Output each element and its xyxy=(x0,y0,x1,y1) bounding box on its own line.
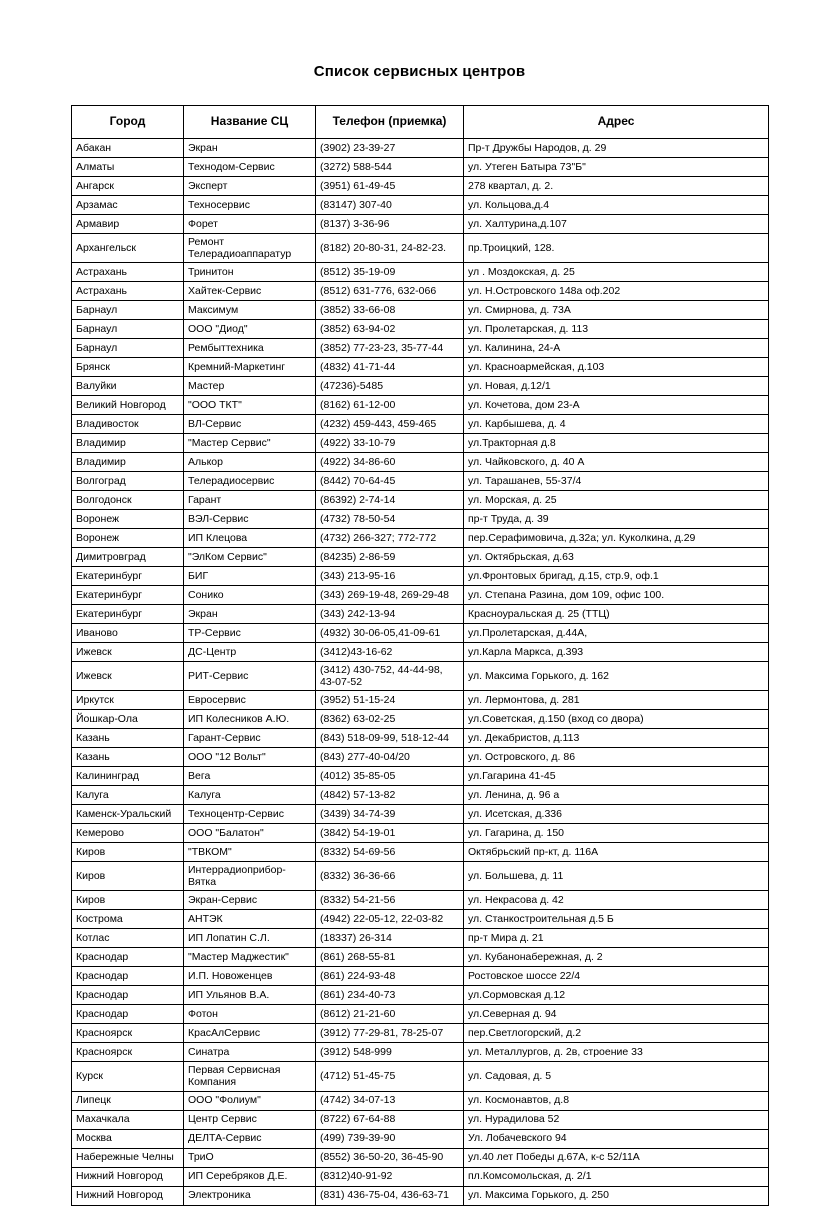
table-row xyxy=(72,662,769,691)
cell-city: Иркутск xyxy=(72,691,184,710)
cell-name: Гарант-Сервис xyxy=(184,729,316,748)
table-header xyxy=(72,106,769,139)
cell-name: ТР-Сервис xyxy=(184,624,316,643)
cell-phone: (4732) 78-50-54 xyxy=(316,510,464,529)
table-row xyxy=(72,358,769,377)
cell-phone: (343) 213-95-16 xyxy=(316,567,464,586)
cell-address: ул. Декабристов, д.113 xyxy=(464,729,769,748)
table-row xyxy=(72,767,769,786)
cell-name: Телерадиосервис xyxy=(184,472,316,491)
cell-city: Арзамас xyxy=(72,196,184,215)
table-row xyxy=(72,1062,769,1091)
cell-city: Астрахань xyxy=(72,263,184,282)
cell-address: ул. Н.Островского 148а оф.202 xyxy=(464,282,769,301)
cell-address: ул. Карбышева, д. 4 xyxy=(464,415,769,434)
column-header-phone: Телефон (приемка) xyxy=(316,106,464,139)
cell-phone: (8552) 36-50-20, 36-45-90 xyxy=(316,1148,464,1167)
cell-name: Экран xyxy=(184,605,316,624)
cell-address: ул. Кольцова,д.4 xyxy=(464,196,769,215)
cell-phone: (18337) 26-314 xyxy=(316,929,464,948)
table-row xyxy=(72,824,769,843)
cell-address: ул. Большева, д. 11 xyxy=(464,862,769,891)
table-row xyxy=(72,929,769,948)
cell-phone: (8332) 54-69-56 xyxy=(316,843,464,862)
cell-phone: (4922) 34-86-60 xyxy=(316,453,464,472)
table-row xyxy=(72,453,769,472)
cell-address: ул.Пролетарская, д.44А, xyxy=(464,624,769,643)
table-row xyxy=(72,1091,769,1110)
cell-address: Октябрьский пр-кт, д. 116А xyxy=(464,843,769,862)
cell-city: Киров xyxy=(72,862,184,891)
cell-phone: (3852) 77-23-23, 35-77-44 xyxy=(316,339,464,358)
cell-address: ул.Тракторная д.8 xyxy=(464,434,769,453)
table-row xyxy=(72,605,769,624)
table-row xyxy=(72,786,769,805)
cell-phone: (8162) 61-12-00 xyxy=(316,396,464,415)
cell-city: Краснодар xyxy=(72,986,184,1005)
cell-city: Нижний Новгород xyxy=(72,1186,184,1205)
cell-city: Йошкар-Ола xyxy=(72,710,184,729)
cell-address: ул.Карла Маркса, д.393 xyxy=(464,643,769,662)
cell-name: Синатра xyxy=(184,1043,316,1062)
cell-phone: (3912) 77-29-81, 78-25-07 xyxy=(316,1024,464,1043)
table-row xyxy=(72,1148,769,1167)
table-row xyxy=(72,567,769,586)
cell-name: Гарант xyxy=(184,491,316,510)
cell-address: пр.Троицкий, 128. xyxy=(464,234,769,263)
cell-city: Казань xyxy=(72,748,184,767)
cell-phone: (8137) 3-36-96 xyxy=(316,215,464,234)
cell-phone: (843) 277-40-04/20 xyxy=(316,748,464,767)
cell-city: Екатеринбург xyxy=(72,567,184,586)
cell-city: Ижевск xyxy=(72,662,184,691)
cell-address: ул. Тарашанев, 55-37/4 xyxy=(464,472,769,491)
cell-phone: (8312)40-91-92 xyxy=(316,1167,464,1186)
cell-city: Ижевск xyxy=(72,643,184,662)
cell-address: 278 квартал, д. 2. xyxy=(464,177,769,196)
cell-phone: (343) 242-13-94 xyxy=(316,605,464,624)
cell-city: Киров xyxy=(72,891,184,910)
cell-phone: (8442) 70-64-45 xyxy=(316,472,464,491)
cell-address: ул. Металлургов, д. 2в, строение 33 xyxy=(464,1043,769,1062)
cell-name: "ТВКОМ" xyxy=(184,843,316,862)
cell-name: Сонико xyxy=(184,586,316,605)
cell-name: Мастер xyxy=(184,377,316,396)
cell-address: ул. Утеген Батыра 73"Б" xyxy=(464,158,769,177)
cell-city: Великий Новгород xyxy=(72,396,184,415)
table-row xyxy=(72,1024,769,1043)
cell-name: РИТ-Сервис xyxy=(184,662,316,691)
cell-address: ул. Садовая, д. 5 xyxy=(464,1062,769,1091)
cell-city: Архангельск xyxy=(72,234,184,263)
table-row xyxy=(72,891,769,910)
table-row xyxy=(72,263,769,282)
cell-city: Каменск-Уральский xyxy=(72,805,184,824)
service-centers-table-wrap xyxy=(71,105,768,1206)
cell-phone: (8722) 67-64-88 xyxy=(316,1110,464,1129)
cell-address: ул.40 лет Победы д.67А, к-с 52/11А xyxy=(464,1148,769,1167)
table-row xyxy=(72,215,769,234)
cell-address: ул. Некрасова д. 42 xyxy=(464,891,769,910)
service-centers-table xyxy=(71,105,769,1206)
page-title: Список сервисных центров xyxy=(313,63,526,80)
cell-name: Фотон xyxy=(184,1005,316,1024)
cell-city: Махачкала xyxy=(72,1110,184,1129)
cell-phone: (3852) 63-94-02 xyxy=(316,320,464,339)
cell-address: ул. Станкостроительная д.5 Б xyxy=(464,910,769,929)
cell-name: ООО "Фолиум" xyxy=(184,1091,316,1110)
table-row xyxy=(72,415,769,434)
table-row xyxy=(72,729,769,748)
cell-name: ИП Колесников А.Ю. xyxy=(184,710,316,729)
cell-city: Владивосток xyxy=(72,415,184,434)
cell-name: Центр Сервис xyxy=(184,1110,316,1129)
cell-city: Казань xyxy=(72,729,184,748)
cell-address: ул. Гагарина, д. 150 xyxy=(464,824,769,843)
cell-phone: (3412) 430-752, 44-44-98, 43-07-52 xyxy=(316,662,464,691)
cell-phone: (4832) 41-71-44 xyxy=(316,358,464,377)
cell-city: Нижний Новгород xyxy=(72,1167,184,1186)
cell-phone: (86392) 2-74-14 xyxy=(316,491,464,510)
cell-address: Красноуральская д. 25 (ТТЦ) xyxy=(464,605,769,624)
cell-phone: (8362) 63-02-25 xyxy=(316,710,464,729)
cell-city: Димитровград xyxy=(72,548,184,567)
table-row xyxy=(72,710,769,729)
cell-name: "Мастер Сервис" xyxy=(184,434,316,453)
table-row xyxy=(72,491,769,510)
cell-city: Волгодонск xyxy=(72,491,184,510)
cell-name: Калуга xyxy=(184,786,316,805)
cell-phone: (343) 269-19-48, 269-29-48 xyxy=(316,586,464,605)
cell-address: пр-т Труда, д. 39 xyxy=(464,510,769,529)
cell-name: И.П. Новоженцев xyxy=(184,967,316,986)
cell-address: ул. Исетская, д.336 xyxy=(464,805,769,824)
cell-address: ул. Космонавтов, д.8 xyxy=(464,1091,769,1110)
cell-city: Волгоград xyxy=(72,472,184,491)
cell-phone: (831) 436-75-04, 436-63-71 xyxy=(316,1186,464,1205)
cell-phone: (84235) 2-86-59 xyxy=(316,548,464,567)
cell-name: Алькор xyxy=(184,453,316,472)
table-row xyxy=(72,396,769,415)
cell-phone: (8332) 54-21-56 xyxy=(316,891,464,910)
cell-address: пр-т Мира д. 21 xyxy=(464,929,769,948)
cell-name: Интеррадиоприбор-Вятка xyxy=(184,862,316,891)
cell-city: Армавир xyxy=(72,215,184,234)
table-row xyxy=(72,748,769,767)
cell-phone: (4842) 57-13-82 xyxy=(316,786,464,805)
cell-city: Астрахань xyxy=(72,282,184,301)
cell-city: Воронеж xyxy=(72,529,184,548)
table-row xyxy=(72,282,769,301)
table-row xyxy=(72,234,769,263)
cell-address: ул. Морская, д. 25 xyxy=(464,491,769,510)
cell-city: Барнаул xyxy=(72,301,184,320)
cell-name: Максимум xyxy=(184,301,316,320)
cell-name: Евросервис xyxy=(184,691,316,710)
cell-address: ул. Новая, д.12/1 xyxy=(464,377,769,396)
cell-address: ул. Островского, д. 86 xyxy=(464,748,769,767)
table-row xyxy=(72,320,769,339)
table-row xyxy=(72,158,769,177)
cell-name: "ООО ТКТ" xyxy=(184,396,316,415)
cell-name: Кремний-Маркетинг xyxy=(184,358,316,377)
cell-address: ул . Моздокская, д. 25 xyxy=(464,263,769,282)
cell-phone: (4712) 51-45-75 xyxy=(316,1062,464,1091)
table-row xyxy=(72,910,769,929)
cell-city: Краснодар xyxy=(72,967,184,986)
cell-phone: (8612) 21-21-60 xyxy=(316,1005,464,1024)
table-row xyxy=(72,986,769,1005)
cell-city: Кемерово xyxy=(72,824,184,843)
cell-phone: (3439) 34-74-39 xyxy=(316,805,464,824)
cell-address: ул.Гагарина 41-45 xyxy=(464,767,769,786)
cell-city: Брянск xyxy=(72,358,184,377)
cell-city: Воронеж xyxy=(72,510,184,529)
cell-phone: (8332) 36-36-66 xyxy=(316,862,464,891)
cell-address: ул. Максима Горького, д. 162 xyxy=(464,662,769,691)
cell-name: ВЛ-Сервис xyxy=(184,415,316,434)
cell-name: ИП Клецова xyxy=(184,529,316,548)
cell-phone: (4922) 33-10-79 xyxy=(316,434,464,453)
cell-city: Краснодар xyxy=(72,1005,184,1024)
cell-name: Рембыттехника xyxy=(184,339,316,358)
table-row xyxy=(72,691,769,710)
column-header-city: Город xyxy=(72,106,184,139)
cell-city: Екатеринбург xyxy=(72,605,184,624)
cell-name: Ремонт Телерадиоаппаратур xyxy=(184,234,316,263)
cell-name: Технодом-Сервис xyxy=(184,158,316,177)
cell-name: ООО "Диод" xyxy=(184,320,316,339)
table-row xyxy=(72,529,769,548)
cell-name: Экран-Сервис xyxy=(184,891,316,910)
cell-city: Калининград xyxy=(72,767,184,786)
table-row xyxy=(72,301,769,320)
cell-phone: (47236)-5485 xyxy=(316,377,464,396)
cell-name: ВЭЛ-Сервис xyxy=(184,510,316,529)
cell-address: ул.Фронтовых бригад, д.15, стр.9, оф.1 xyxy=(464,567,769,586)
table-row xyxy=(72,1167,769,1186)
table-row xyxy=(72,1186,769,1205)
table-header-row xyxy=(72,106,769,139)
column-header-address: Адрес xyxy=(464,106,769,139)
cell-address: Ул. Лобачевского 94 xyxy=(464,1129,769,1148)
cell-city: Владимир xyxy=(72,434,184,453)
cell-name: "ЭлКом Сервис" xyxy=(184,548,316,567)
table-body xyxy=(72,139,769,1206)
cell-city: Курск xyxy=(72,1062,184,1091)
cell-phone: (3412)43-16-62 xyxy=(316,643,464,662)
table-row xyxy=(72,339,769,358)
cell-phone: (3912) 548-999 xyxy=(316,1043,464,1062)
cell-address: пер.Светлогорский, д.2 xyxy=(464,1024,769,1043)
table-row xyxy=(72,862,769,891)
table-row xyxy=(72,948,769,967)
table-row xyxy=(72,643,769,662)
cell-phone: (843) 518-09-99, 518-12-44 xyxy=(316,729,464,748)
cell-address: ул. Халтурина,д.107 xyxy=(464,215,769,234)
cell-city: Красноярск xyxy=(72,1024,184,1043)
cell-phone: (3852) 33-66-08 xyxy=(316,301,464,320)
cell-address: ул. Лермонтова, д. 281 xyxy=(464,691,769,710)
cell-name: Техносервис xyxy=(184,196,316,215)
cell-address: ул. Максима Горького, д. 250 xyxy=(464,1186,769,1205)
cell-city: Котлас xyxy=(72,929,184,948)
cell-name: Электроника xyxy=(184,1186,316,1205)
cell-phone: (861) 224-93-48 xyxy=(316,967,464,986)
cell-address: ул. Кочетова, дом 23-А xyxy=(464,396,769,415)
cell-city: Краснодар xyxy=(72,948,184,967)
cell-city: Кострома xyxy=(72,910,184,929)
cell-phone: (3951) 61-49-45 xyxy=(316,177,464,196)
column-header-name: Название СЦ xyxy=(184,106,316,139)
cell-name: Техноцентр-Сервис xyxy=(184,805,316,824)
table-row xyxy=(72,139,769,158)
table-row xyxy=(72,1005,769,1024)
cell-name: ИП Ульянов В.А. xyxy=(184,986,316,1005)
table-row xyxy=(72,548,769,567)
cell-name: ДЕЛТА-Сервис xyxy=(184,1129,316,1148)
table-row xyxy=(72,377,769,396)
table-row xyxy=(72,843,769,862)
cell-phone: (8182) 20-80-31, 24-82-23. xyxy=(316,234,464,263)
cell-phone: (3842) 54-19-01 xyxy=(316,824,464,843)
table-row xyxy=(72,967,769,986)
cell-address: Пр-т Дружбы Народов, д. 29 xyxy=(464,139,769,158)
cell-phone: (3952) 51-15-24 xyxy=(316,691,464,710)
cell-phone: (4942) 22-05-12, 22-03-82 xyxy=(316,910,464,929)
table-row xyxy=(72,586,769,605)
table-row xyxy=(72,510,769,529)
cell-address: ул. Чайковского, д. 40 А xyxy=(464,453,769,472)
cell-phone: (4012) 35-85-05 xyxy=(316,767,464,786)
table-row xyxy=(72,196,769,215)
cell-city: Екатеринбург xyxy=(72,586,184,605)
cell-city: Москва xyxy=(72,1129,184,1148)
cell-name: АНТЭК xyxy=(184,910,316,929)
cell-name: Первая Сервисная Компания xyxy=(184,1062,316,1091)
cell-name: ИП Лопатин С.Л. xyxy=(184,929,316,948)
cell-name: КрасАлСервис xyxy=(184,1024,316,1043)
cell-city: Набережные Челны xyxy=(72,1148,184,1167)
cell-address: ул. Нурадилова 52 xyxy=(464,1110,769,1129)
cell-address: ул. Калинина, 24-А xyxy=(464,339,769,358)
cell-phone: (861) 234-40-73 xyxy=(316,986,464,1005)
cell-city: Красноярск xyxy=(72,1043,184,1062)
cell-name: ДС-Центр xyxy=(184,643,316,662)
cell-city: Киров xyxy=(72,843,184,862)
cell-phone: (3272) 588-544 xyxy=(316,158,464,177)
cell-phone: (499) 739-39-90 xyxy=(316,1129,464,1148)
cell-name: Эксперт xyxy=(184,177,316,196)
cell-phone: (861) 268-55-81 xyxy=(316,948,464,967)
cell-address: ул. Степана Разина, дом 109, офис 100. xyxy=(464,586,769,605)
cell-city: Алматы xyxy=(72,158,184,177)
cell-name: Форет xyxy=(184,215,316,234)
cell-name: "Мастер Маджестик" xyxy=(184,948,316,967)
table-row xyxy=(72,472,769,491)
cell-address: ул. Красноармейская, д.103 xyxy=(464,358,769,377)
cell-address: ул. Пролетарская, д. 113 xyxy=(464,320,769,339)
cell-phone: (4232) 459-443, 459-465 xyxy=(316,415,464,434)
cell-name: ТриО xyxy=(184,1148,316,1167)
cell-phone: (4932) 30-06-05,41-09-61 xyxy=(316,624,464,643)
cell-city: Владимир xyxy=(72,453,184,472)
cell-address: ул. Октябрьская, д.63 xyxy=(464,548,769,567)
cell-address: ул.Северная д. 94 xyxy=(464,1005,769,1024)
cell-city: Ангарск xyxy=(72,177,184,196)
cell-address: Ростовское шоссе 22/4 xyxy=(464,967,769,986)
cell-name: Экран xyxy=(184,139,316,158)
cell-address: ул. Смирнова, д. 73А xyxy=(464,301,769,320)
cell-phone: (8512) 35-19-09 xyxy=(316,263,464,282)
cell-phone: (8512) 631-776, 632-066 xyxy=(316,282,464,301)
cell-city: Калуга xyxy=(72,786,184,805)
cell-city: Валуйки xyxy=(72,377,184,396)
table-row xyxy=(72,1043,769,1062)
cell-name: Хайтек-Сервис xyxy=(184,282,316,301)
cell-phone: (4732) 266-327; 772-772 xyxy=(316,529,464,548)
table-row xyxy=(72,624,769,643)
cell-address: ул. Ленина, д. 96 а xyxy=(464,786,769,805)
cell-city: Абакан xyxy=(72,139,184,158)
cell-city: Иваново xyxy=(72,624,184,643)
cell-phone: (3902) 23-39-27 xyxy=(316,139,464,158)
cell-address: пер.Серафимовича, д.32а; ул. Куколкина, д.29 xyxy=(464,529,769,548)
cell-name: Тринитон xyxy=(184,263,316,282)
cell-address: пл.Комсомольская, д. 2/1 xyxy=(464,1167,769,1186)
table-row xyxy=(72,1129,769,1148)
cell-city: Барнаул xyxy=(72,320,184,339)
table-row xyxy=(72,805,769,824)
table-row xyxy=(72,434,769,453)
cell-address: ул.Сормовская д.12 xyxy=(464,986,769,1005)
cell-name: БИГ xyxy=(184,567,316,586)
table-row xyxy=(72,177,769,196)
cell-city: Барнаул xyxy=(72,339,184,358)
cell-address: ул.Советская, д.150 (вход со двора) xyxy=(464,710,769,729)
cell-city: Липецк xyxy=(72,1091,184,1110)
cell-address: ул. Кубанонабережная, д. 2 xyxy=(464,948,769,967)
cell-name: ООО "Балатон" xyxy=(184,824,316,843)
cell-name: Вега xyxy=(184,767,316,786)
table-row xyxy=(72,1110,769,1129)
cell-name: ООО "12 Вольт" xyxy=(184,748,316,767)
cell-name: ИП Серебряков Д.Е. xyxy=(184,1167,316,1186)
cell-phone: (4742) 34-07-13 xyxy=(316,1091,464,1110)
cell-phone: (83147) 307-40 xyxy=(316,196,464,215)
